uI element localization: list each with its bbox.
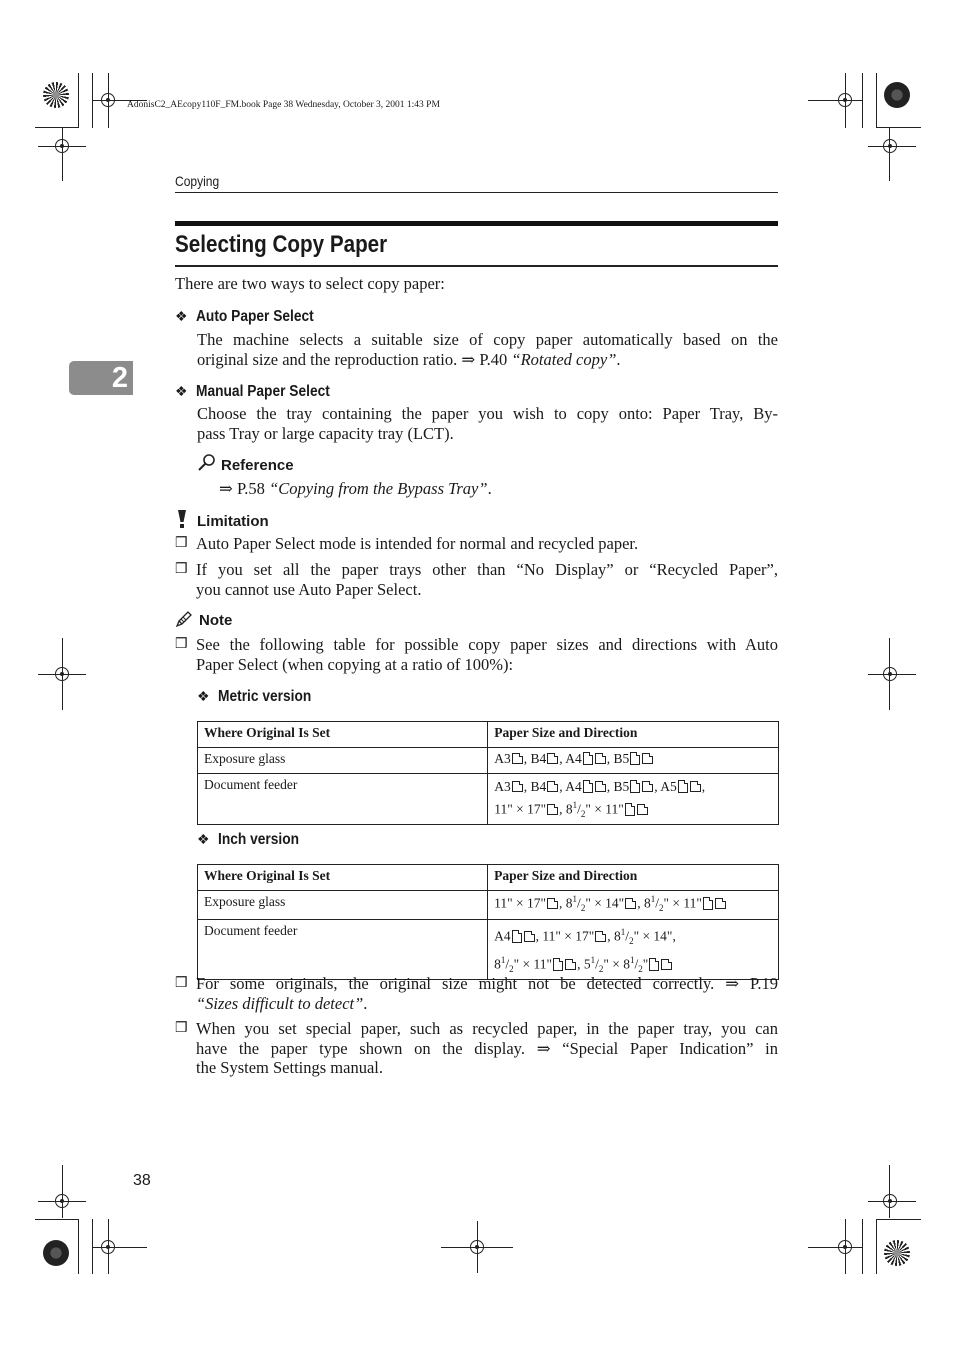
note-item-text: Paper Select (when copying at a ratio of 100%): — [196, 654, 514, 674]
table-row — [198, 891, 779, 920]
table-row — [198, 920, 779, 980]
manual-body-line: Choose the tray containing the paper you wish to copy onto: Paper Tray, By- — [197, 404, 778, 423]
auto-body — [197, 330, 778, 369]
fraction-denominator: 2 — [509, 964, 514, 975]
diamond-bullet-icon: ❖ — [175, 385, 188, 400]
fraction-denominator: 2 — [580, 809, 586, 820]
crop-line — [889, 128, 890, 181]
size-label: , A4 — [559, 751, 582, 766]
landscape-orientation-icon — [661, 959, 672, 970]
fraction-numerator: 1 — [629, 955, 635, 966]
note-item — [175, 1019, 778, 1078]
portrait-orientation-icon — [625, 803, 635, 816]
reference-heading-label: Reference — [221, 457, 294, 474]
note-item — [175, 635, 778, 674]
table-cell: Exposure glass — [198, 891, 488, 920]
table-header-cell: Paper Size and Direction — [488, 865, 779, 891]
portrait-orientation-icon — [553, 958, 563, 971]
crop-line — [868, 674, 916, 675]
size-label: , B5 — [606, 751, 630, 766]
size-label: , 8 — [559, 801, 573, 817]
crop-line — [808, 1247, 863, 1248]
file-info: AdonisC2_AEcopy110F_FM.book Page 38 Wednesday, October 3, 2001 1:43 PM — [127, 100, 440, 110]
crop-line — [876, 73, 877, 128]
landscape-orientation-icon — [547, 781, 558, 792]
landscape-orientation-icon — [642, 781, 653, 792]
landscape-orientation-icon — [595, 753, 606, 764]
limitation-heading — [175, 509, 269, 531]
crop-line — [35, 1219, 79, 1220]
crop-line — [78, 1219, 79, 1274]
manual-body — [197, 404, 778, 443]
size-label: , 8 — [607, 928, 621, 944]
note-end: . — [363, 993, 368, 1013]
note-item-text: have the paper type shown on the display. ⇒ “Special Paper Indication” in — [196, 1038, 778, 1058]
size-label: " × 14", — [633, 928, 676, 944]
crop-line — [845, 1219, 846, 1274]
size-label: A4 — [494, 928, 511, 944]
table-cell — [488, 748, 779, 774]
diamond-bullet-icon: ❖ — [197, 690, 210, 705]
fraction-slash: / — [505, 956, 510, 972]
inch-heading — [197, 831, 312, 849]
landscape-orientation-icon — [642, 753, 653, 764]
crop-line — [889, 1165, 890, 1218]
pencil-icon — [175, 610, 193, 628]
crop-line — [876, 1219, 877, 1274]
fraction-slash: / — [577, 895, 581, 911]
landscape-orientation-icon — [547, 753, 558, 764]
landscape-orientation-icon — [715, 898, 726, 909]
registration-disc-icon — [43, 1240, 69, 1266]
manual-heading — [175, 383, 351, 401]
crop-line — [877, 1219, 921, 1220]
size-label: " × 14" — [585, 895, 625, 911]
fraction-slash: / — [634, 956, 639, 972]
size-label: , B5 — [606, 779, 630, 794]
chapter-number: 2 — [111, 362, 128, 394]
reference-link[interactable] — [219, 479, 492, 499]
title-rule-thin — [175, 265, 778, 267]
checkbox-bullet-icon: ❒ — [175, 976, 188, 991]
reference-ref: “Copying from the Bypass Tray” — [269, 479, 488, 498]
portrait-orientation-icon — [678, 780, 688, 793]
landscape-orientation-icon — [547, 804, 558, 815]
limitation-item — [175, 534, 778, 554]
fraction-numerator: 1 — [590, 955, 596, 966]
chapter-tab — [69, 361, 133, 395]
table-cell: A3 , B4 , A4 , B5 , A5 , 11" × 17" , $8^1/_2$" × 11" — [488, 774, 779, 825]
fraction-slash: / — [655, 895, 659, 911]
fraction-denominator: 2 — [629, 936, 634, 947]
size-label: , 8 — [637, 895, 651, 911]
table-header-cell: Where Original Is Set — [198, 865, 488, 891]
reference-end: . — [487, 479, 492, 498]
landscape-orientation-icon — [637, 804, 648, 815]
header-rule — [175, 192, 778, 193]
limitation-item-text: you cannot use Auto Paper Select. — [196, 579, 422, 599]
checkbox-bullet-icon: ❒ — [175, 536, 188, 551]
size-label: A3 — [494, 779, 511, 794]
reference-prefix: ⇒ P.58 — [219, 479, 270, 498]
note-item-text — [196, 994, 778, 1014]
manual-body-line: pass Tray or large capacity tray (LCT). — [197, 423, 454, 443]
checkbox-bullet-icon: ❒ — [175, 1021, 188, 1036]
auto-heading-label: Auto Paper Select — [195, 308, 314, 325]
size-label: " × 8 — [603, 956, 630, 972]
crop-line — [889, 638, 890, 710]
size-label: , A5 — [654, 779, 677, 794]
crop-line — [108, 1219, 109, 1274]
metric-heading-label: Metric version — [217, 688, 311, 705]
checkbox-bullet-icon: ❒ — [175, 637, 188, 652]
section-intro: There are two ways to select copy paper: — [175, 274, 445, 293]
note-item-text: When you set special paper, such as recycled paper, in the paper tray, you can — [196, 1019, 778, 1038]
portrait-orientation-icon — [630, 752, 640, 765]
landscape-orientation-icon — [512, 753, 523, 764]
size-label: " × 11" — [513, 956, 553, 972]
table-header-row — [198, 865, 779, 891]
table-row — [198, 774, 779, 825]
fraction-denominator: 2 — [598, 964, 604, 975]
metric-heading — [197, 688, 326, 706]
note-item — [175, 974, 778, 1013]
size-label: , 11" × 17" — [535, 928, 595, 944]
size-label: " × 11" — [585, 801, 624, 817]
running-head: Copying — [175, 173, 220, 189]
fraction-denominator: 2 — [638, 964, 643, 975]
landscape-orientation-icon — [565, 959, 576, 970]
fraction-numerator: 1 — [500, 955, 506, 966]
size-label: 11" × 17" — [494, 895, 547, 911]
crop-line — [92, 1247, 147, 1248]
landscape-orientation-icon — [547, 898, 558, 909]
note-heading — [175, 610, 232, 630]
note-item-text: See the following table for possible copy paper sizes and directions with Auto — [196, 635, 778, 654]
fraction-denominator: 2 — [658, 903, 664, 914]
auto-body-end: . — [616, 349, 621, 369]
auto-body-ref: “Rotated copy” — [511, 349, 617, 369]
registration-disc-icon — [43, 82, 69, 108]
crop-line — [35, 127, 79, 128]
checkbox-bullet-icon: ❒ — [175, 562, 188, 577]
reference-heading — [197, 453, 294, 475]
size-label: A3 — [494, 751, 511, 766]
table-cell — [488, 891, 779, 920]
limitation-item — [175, 560, 778, 599]
note-item-text: the System Settings manual. — [196, 1058, 383, 1077]
page-title: Selecting Copy Paper — [175, 231, 388, 258]
page-number: 38 — [133, 1172, 151, 1189]
portrait-orientation-icon — [649, 958, 659, 971]
landscape-orientation-icon — [595, 931, 606, 942]
note-heading-label: Note — [199, 612, 233, 629]
crop-line — [845, 73, 846, 128]
size-label: , B4 — [523, 779, 547, 794]
fraction-denominator: 2 — [580, 903, 586, 914]
landscape-orientation-icon — [524, 931, 535, 942]
table-cell: Exposure glass — [198, 748, 488, 774]
crop-line — [808, 100, 863, 101]
limitation-heading-label: Limitation — [197, 513, 269, 530]
limitation-item-text: Auto Paper Select mode is intended for normal and recycled paper. — [196, 534, 639, 553]
diamond-bullet-icon: ❖ — [197, 833, 210, 848]
crop-line — [877, 127, 921, 128]
fraction-numerator: 1 — [620, 927, 626, 937]
limitation-item-text: If you set all the paper trays other than “No Display” or “Recycled Paper”, — [196, 560, 778, 579]
portrait-orientation-icon — [512, 930, 522, 943]
fraction-numerator: 1 — [572, 800, 578, 810]
size-label: 11" × 17" — [494, 801, 547, 817]
note-item-text: For some originals, the original size might not be detected correctly. ⇒ P.19 — [196, 974, 778, 993]
size-label: , A4 — [559, 779, 582, 794]
landscape-orientation-icon — [512, 781, 523, 792]
registration-disc-icon — [884, 82, 910, 108]
manual-heading-label: Manual Paper Select — [195, 383, 330, 400]
landscape-orientation-icon — [690, 781, 701, 792]
crop-line — [868, 1201, 916, 1202]
table-cell: Document feeder — [198, 774, 488, 825]
fraction-numerator: 1 — [650, 894, 656, 904]
auto-body-text: original size and the reproduction ratio. ⇒ P.40 — [197, 349, 512, 369]
auto-body-line: The machine selects a suitable size of copy paper automatically based on the — [197, 330, 778, 349]
portrait-orientation-icon — [630, 780, 640, 793]
table-row — [198, 748, 779, 774]
metric-table — [197, 721, 779, 825]
registration-disc-icon — [884, 1240, 910, 1266]
crop-line — [62, 128, 63, 181]
crop-line — [62, 1165, 63, 1218]
fraction-numerator: 1 — [572, 894, 578, 904]
auto-heading — [175, 308, 333, 326]
auto-body-line — [197, 350, 778, 370]
table-cell: A4 , 11" × 17" , $8^1/_2$" × 14", $8^1/_2$" × 11" , $5^1/_2$" × $8^1/_2$" — [488, 920, 779, 980]
crop-line — [78, 73, 79, 128]
note-ref: “Sizes difficult to detect” — [196, 993, 364, 1013]
size-label: , 8 — [559, 895, 573, 911]
size-label: , B4 — [523, 751, 547, 766]
size-label: " × 11" — [663, 895, 702, 911]
portrait-orientation-icon — [583, 780, 593, 793]
landscape-orientation-icon — [595, 781, 606, 792]
title-rule-thick — [175, 221, 778, 226]
fraction-slash: / — [625, 928, 630, 944]
table-cell: Document feeder — [198, 920, 488, 980]
crop-line — [868, 146, 916, 147]
portrait-orientation-icon — [703, 897, 713, 910]
crop-line — [108, 73, 109, 128]
inch-heading-label: Inch version — [217, 831, 299, 848]
fraction-slash: / — [595, 956, 599, 972]
exclamation-icon — [175, 509, 189, 529]
crop-line — [62, 638, 63, 710]
table-header-row — [198, 722, 779, 748]
portrait-orientation-icon — [583, 752, 593, 765]
table-header-cell: Where Original Is Set — [198, 722, 488, 748]
table-header-cell: Paper Size and Direction — [488, 722, 779, 748]
landscape-orientation-icon — [625, 898, 636, 909]
magnifier-icon — [197, 453, 217, 473]
crop-line — [477, 1221, 478, 1273]
fraction-slash: / — [577, 801, 581, 817]
size-label: 8 — [494, 956, 501, 972]
diamond-bullet-icon: ❖ — [175, 310, 188, 325]
size-label: , 5 — [577, 956, 591, 972]
inch-table — [197, 864, 779, 980]
